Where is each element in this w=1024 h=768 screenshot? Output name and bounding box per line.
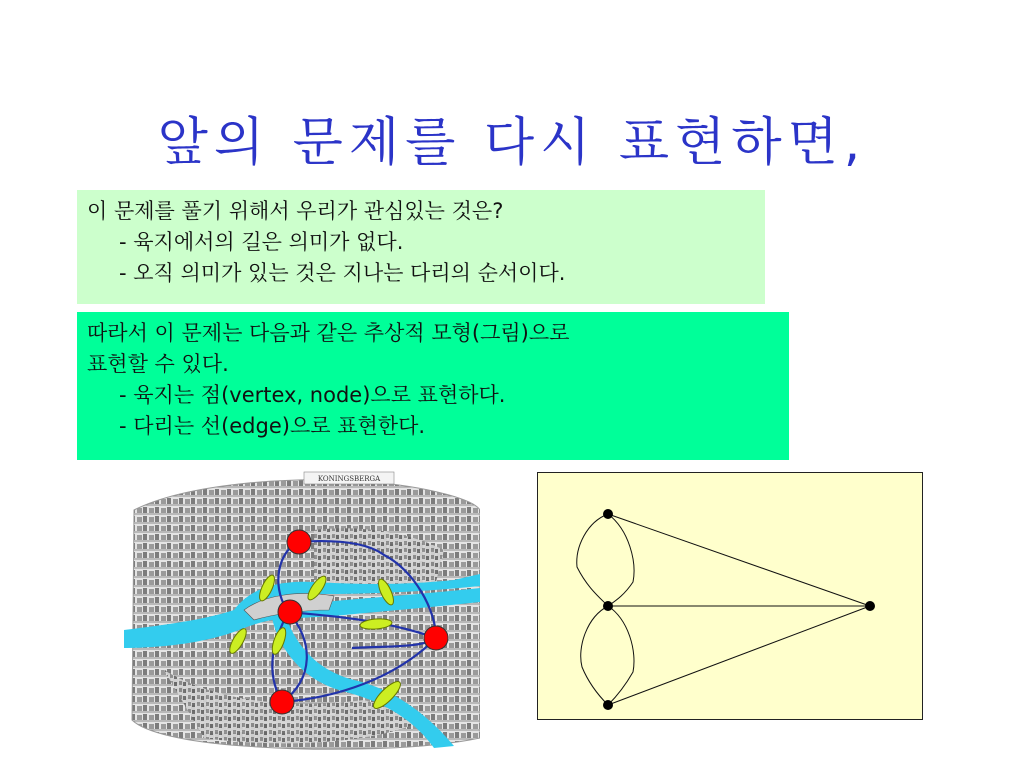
graph-illustration: [537, 472, 923, 720]
koenigsberg-map: [124, 470, 480, 752]
map-illustration: [124, 470, 480, 752]
graph-vertex: [865, 601, 875, 611]
land-node: [270, 690, 294, 714]
map-caption: KONINGSBERGA: [317, 475, 381, 483]
slide-title: 앞의 문제를 다시 표현하면,: [157, 113, 867, 173]
land-node: [278, 600, 302, 624]
abstraction-box: [77, 312, 789, 460]
abstraction-line-2: 표현할 수 있다.: [87, 352, 229, 376]
graph-vertex: [603, 509, 613, 519]
question-box: [77, 190, 765, 304]
abstract-graph: [537, 472, 923, 720]
edge-note: - 다리는 선(edge)으로 표현한다.: [119, 414, 426, 438]
graph-vertex: [603, 700, 613, 710]
bridge-order-note: - 오직 의미가 있는 것은 지나는 다리의 순서이다.: [119, 261, 566, 285]
graph-vertex: [603, 601, 613, 611]
land-path-note: - 육지에서의 길은 의미가 없다.: [119, 230, 404, 254]
land-node: [287, 530, 311, 554]
land-node: [424, 626, 448, 650]
vertex-note: - 육지는 점(vertex, node)으로 표현하다.: [119, 383, 506, 407]
abstraction-line-1: 따라서 이 문제는 다음과 같은 추상적 모형(그림)으로: [87, 321, 570, 345]
question-line: 이 문제를 풀기 위해서 우리가 관심있는 것은?: [87, 199, 504, 223]
